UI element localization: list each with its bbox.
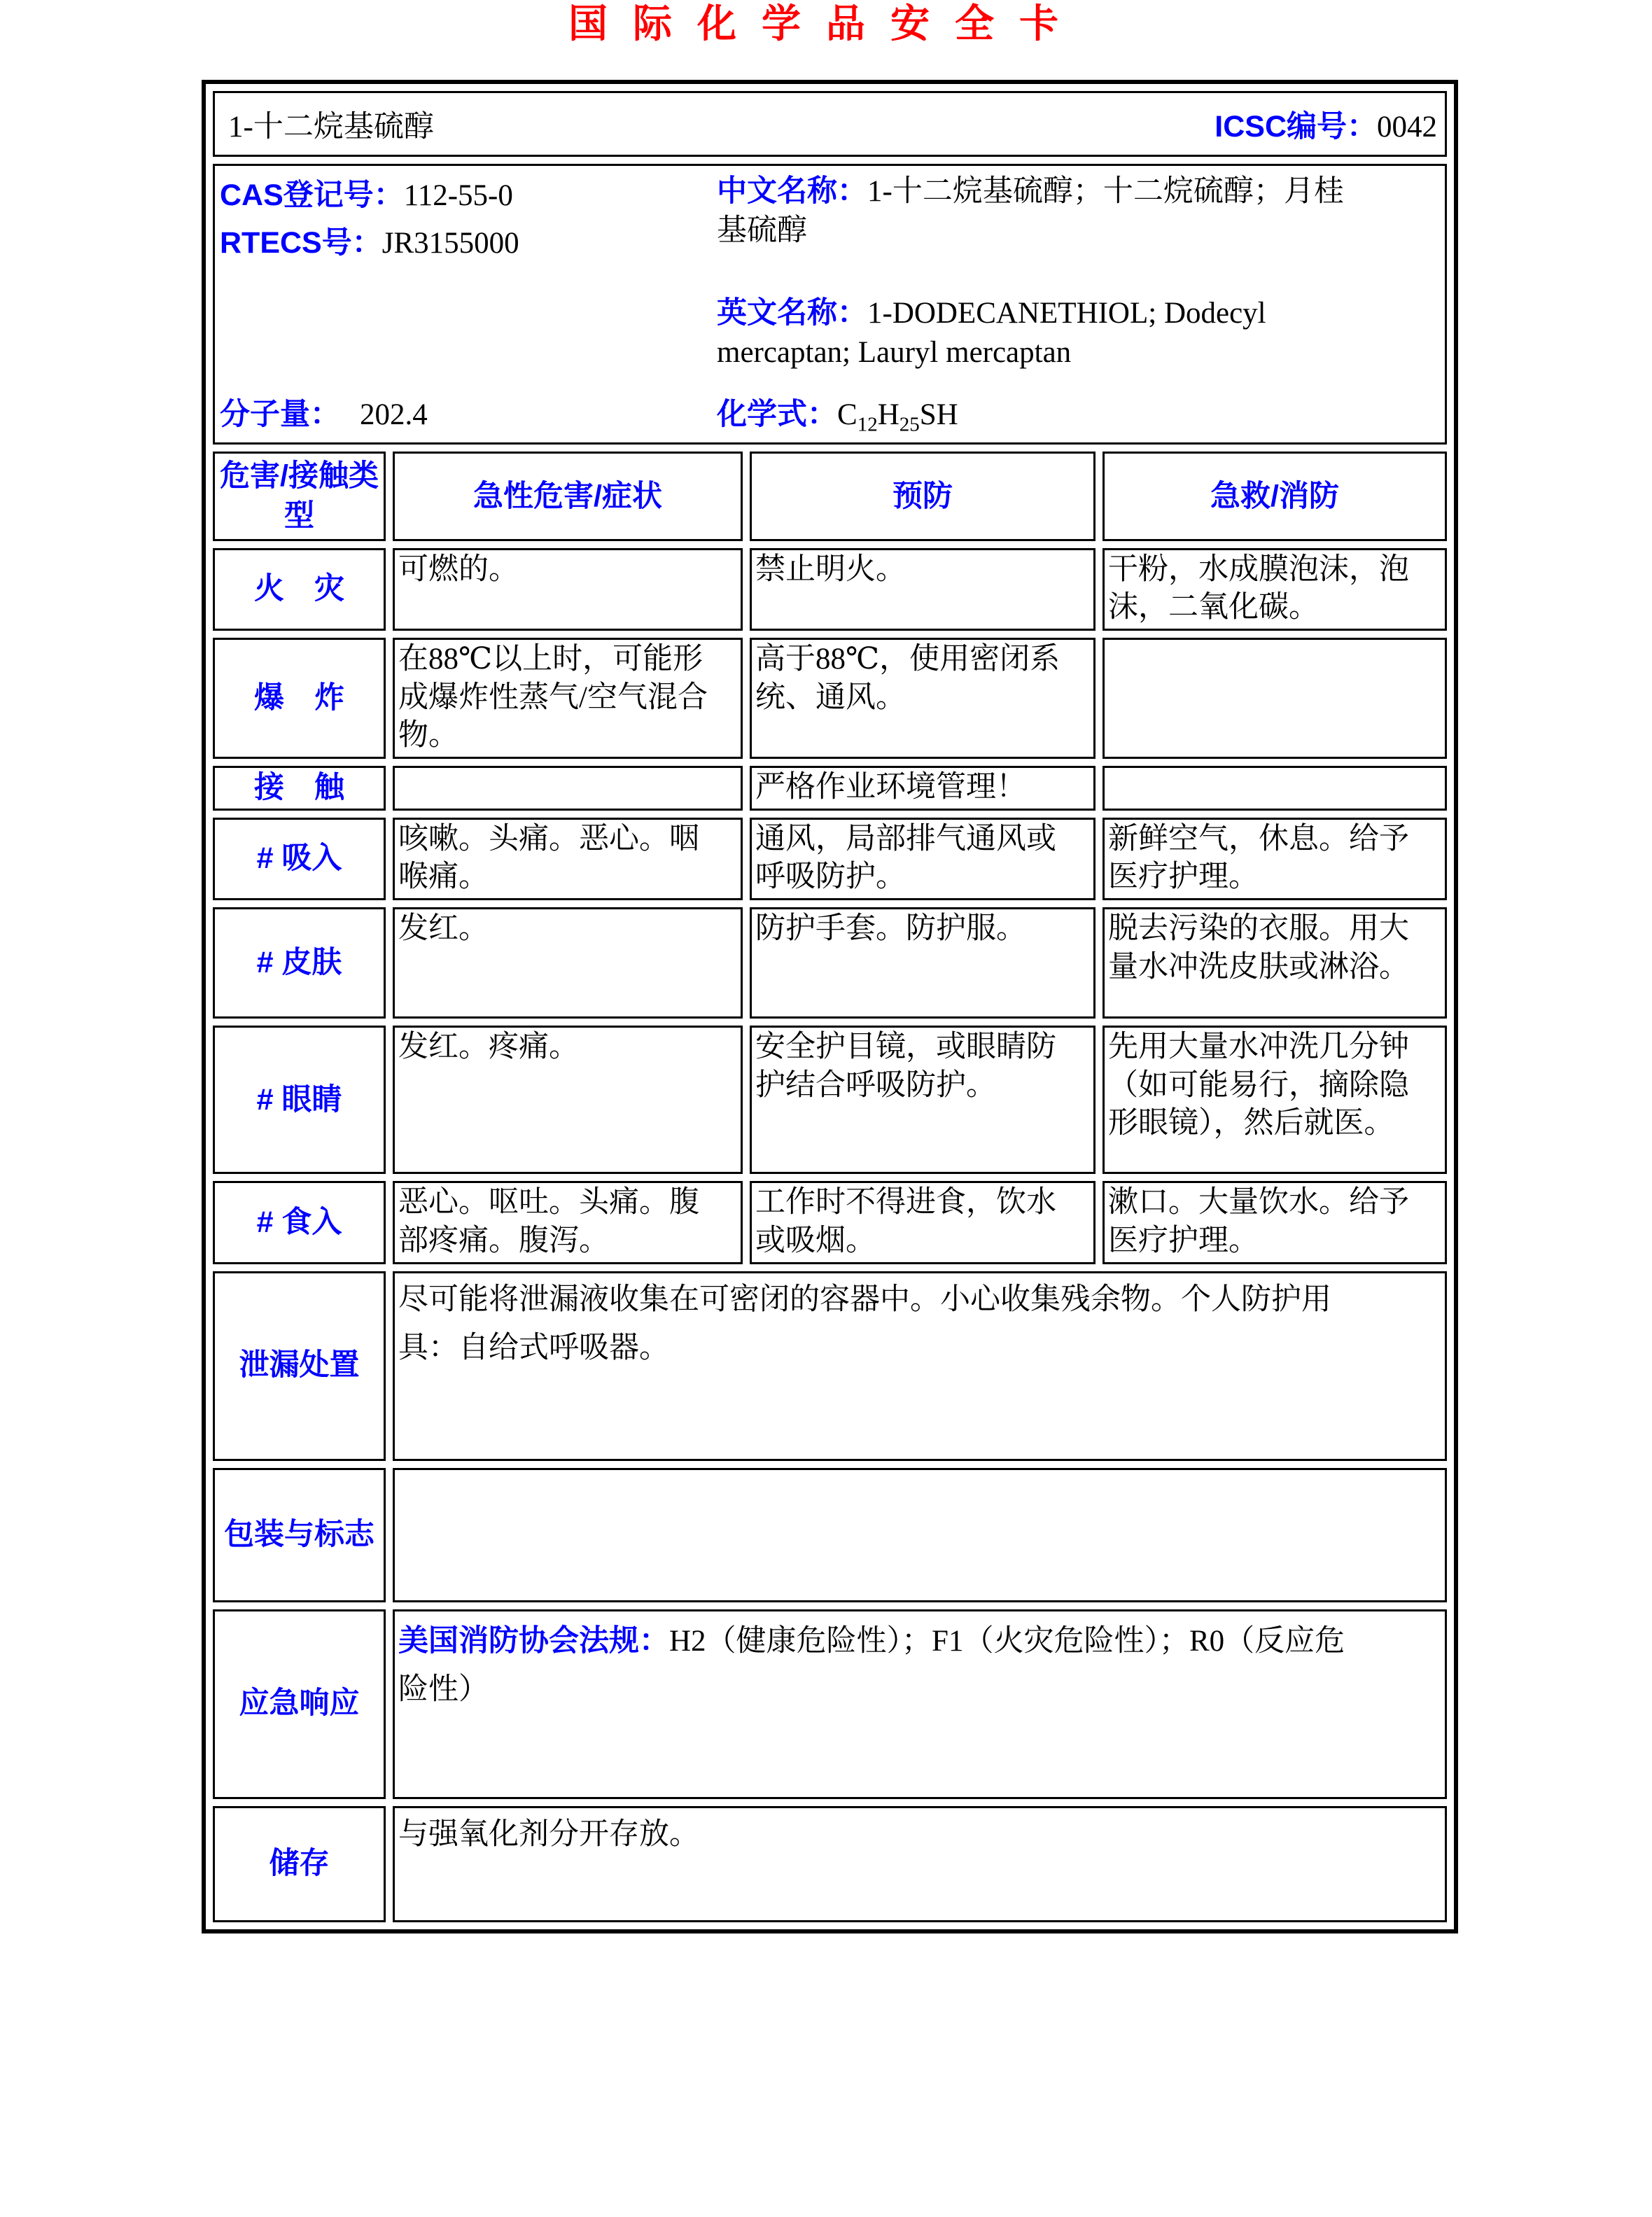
en-name-label: 英文名称： xyxy=(717,295,867,330)
eyes-prevention: 安全护目镜，或眼睛防护结合呼吸防护。 xyxy=(750,1026,1096,1174)
cn-name-label: 中文名称： xyxy=(717,174,867,208)
cas-line xyxy=(220,172,717,220)
skin-first-aid: 脱去污染的衣服。用大量水冲洗皮肤或淋浴。 xyxy=(1102,907,1447,1019)
header-acute-symptoms: 急性危害/症状 xyxy=(393,452,743,541)
rtecs-value: JR3155000 xyxy=(382,226,519,260)
explosion-prevention: 高于88℃，使用密闭系统、通风。 xyxy=(750,638,1096,759)
header-prevention: 预防 xyxy=(750,452,1096,541)
skin-symptoms: 发红。 xyxy=(393,907,743,1019)
eyes-first-aid: 先用大量水冲洗几分钟（如可能易行，摘除隐形眼镜），然后就医。 xyxy=(1102,1026,1447,1174)
icsc-card-table xyxy=(202,80,1458,1933)
row-label-packaging: 包装与标志 xyxy=(213,1468,386,1602)
cn-name-line xyxy=(717,172,1361,251)
molecular-weight-label: 分子量： xyxy=(220,398,340,431)
exposure-first-aid xyxy=(1102,766,1447,811)
storage-content: 与强氧化剂分开存放。 xyxy=(393,1806,1447,1922)
row-label-explosion: 爆 炸 xyxy=(213,638,386,759)
cas-label: CAS登记号： xyxy=(220,179,404,212)
spillage-content: 尽可能将泄漏液收集在可密闭的容器中。小心收集残余物。个人防护用具：自给式呼吸器。 xyxy=(393,1271,1447,1461)
en-name-line xyxy=(717,294,1361,372)
explosion-symptoms: 在88℃以上时，可能形成爆炸性蒸气/空气混合物。 xyxy=(393,638,743,759)
row-label-exposure: 接 触 xyxy=(213,766,386,811)
header-first-aid: 急救/消防 xyxy=(1102,452,1447,541)
packaging-content xyxy=(393,1468,1447,1602)
exposure-symptoms xyxy=(393,766,743,811)
chemical-name: 1-十二烷基硫醇 xyxy=(228,110,434,144)
row-eyes xyxy=(213,1026,1447,1174)
identity-cell xyxy=(213,164,1447,445)
row-skin xyxy=(213,907,1447,1019)
formula-label: 化学式： xyxy=(717,398,837,431)
rtecs-label: RTECS号： xyxy=(220,225,382,260)
cn-name-value: 1-十二烷基硫醇；十二烷硫醇；月桂基硫醇 xyxy=(717,175,1344,247)
row-inhalation xyxy=(213,818,1447,900)
icsc-number-label: ICSC编号： xyxy=(1214,109,1377,144)
exposure-prevention: 严格作业环境管理！ xyxy=(750,766,1096,811)
row-exposure xyxy=(213,766,1447,811)
icsc-number-value: 0042 xyxy=(1377,110,1437,144)
row-label-emergency-response: 应急响应 xyxy=(213,1609,386,1799)
rtecs-line xyxy=(220,220,717,267)
header-hazard-type: 危害/接触类型 xyxy=(213,452,386,541)
nfpa-label: 美国消防协会法规： xyxy=(398,1623,669,1658)
ingestion-prevention: 工作时不得进食，饮水或吸烟。 xyxy=(750,1181,1096,1264)
en-name-value: 1-DODECANETHIOL; Dodecyl mercaptan; Lauryl mercaptan xyxy=(717,296,1266,369)
row-label-ingestion: # 食入 xyxy=(213,1181,386,1264)
name-row xyxy=(213,91,1447,157)
cas-value: 112-55-0 xyxy=(403,179,513,212)
inhalation-first-aid: 新鲜空气，休息。给予医疗护理。 xyxy=(1102,818,1447,900)
chemical-formula: $C_{12}H_{25}SH$ xyxy=(837,398,958,436)
eyes-symptoms: 发红。疼痛。 xyxy=(393,1026,743,1174)
row-explosion xyxy=(213,638,1447,759)
row-emergency-response xyxy=(213,1609,1447,1799)
fire-symptoms: 可燃的。 xyxy=(393,548,743,631)
row-storage xyxy=(213,1806,1447,1922)
formula-line xyxy=(717,391,1437,436)
nfpa-codes: H2（健康危险性）；F1（火灾危险性）；R0（反应危险性） xyxy=(398,1624,1345,1706)
inhalation-prevention: 通风，局部排气通风或呼吸防护。 xyxy=(750,818,1096,900)
identity-row xyxy=(213,164,1447,445)
emergency-response-content xyxy=(393,1609,1447,1799)
row-label-spillage: 泄漏处置 xyxy=(213,1271,386,1461)
inhalation-symptoms: 咳嗽。头痛。恶心。咽喉痛。 xyxy=(393,818,743,900)
page-title: 国际化学品安全卡 xyxy=(568,3,1084,46)
row-spillage xyxy=(213,1271,1447,1461)
row-label-inhalation: # 吸入 xyxy=(213,818,386,900)
skin-prevention: 防护手套。防护服。 xyxy=(750,907,1096,1019)
fire-prevention: 禁止明火。 xyxy=(750,548,1096,631)
name-cell xyxy=(213,91,1447,157)
ingestion-symptoms: 恶心。呕吐。头痛。腹部疼痛。腹泻。 xyxy=(393,1181,743,1264)
chemical-names xyxy=(717,172,1361,391)
icsc-number-group xyxy=(1214,103,1437,146)
row-label-storage: 储存 xyxy=(213,1806,386,1922)
registry-numbers xyxy=(220,172,717,391)
row-label-skin: # 皮肤 xyxy=(213,907,386,1019)
row-packaging xyxy=(213,1468,1447,1602)
explosion-first-aid xyxy=(1102,638,1447,759)
fire-first-aid: 干粉，水成膜泡沫，泡沫，二氧化碳。 xyxy=(1102,548,1447,631)
row-fire xyxy=(213,548,1447,631)
molecular-weight-value: 202.4 xyxy=(360,398,428,431)
row-label-fire: 火 灾 xyxy=(213,548,386,631)
row-ingestion xyxy=(213,1181,1447,1264)
molecular-weight-line xyxy=(220,391,717,433)
row-label-eyes: # 眼睛 xyxy=(213,1026,386,1174)
ingestion-first-aid: 漱口。大量饮水。给予医疗护理。 xyxy=(1102,1181,1447,1264)
table-header-row xyxy=(213,452,1447,541)
